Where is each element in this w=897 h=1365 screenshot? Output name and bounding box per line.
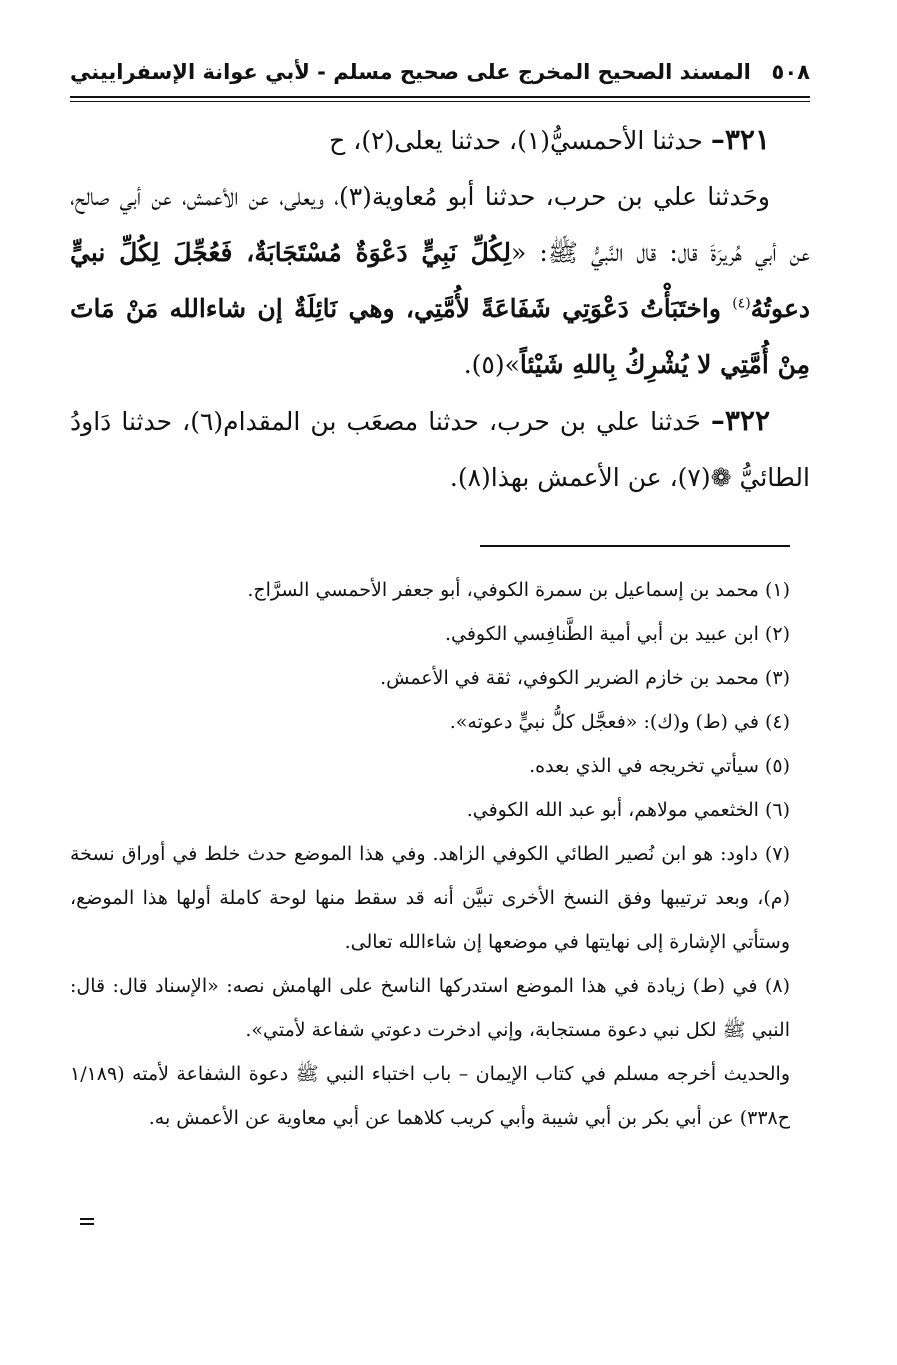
footnote-8-continued: والحديث أخرجه مسلم في كتاب الإيمان – باب اختباء النبي ﷺ دعوة الشفاعة لأمته (١/١٨٩ ح٣٣٨) عن أبي بكر بن أبي شيبة وأبي كريب كلاهما عن أبي معاوية عن الأعمش به. — [70, 1063, 790, 1129]
hadith-321-chain: وحَدثنا علي بن حرب، حدثنا أبو مُعاوية(٣)، ويعلى، عن الأعمش، عن أبي صالح، عن أبي هُريرَةَ قال: قال النَّبيُّ ﷺ: « — [70, 182, 810, 267]
footnote-2: (٢) ابن عبيد بن أبي أمية الطَّنافِسي الكوفي. — [444, 623, 790, 645]
header-rule-thick — [70, 96, 810, 98]
footnote-separator — [480, 545, 790, 547]
hadith-322-text — [70, 393, 810, 506]
footnote-ref-4: (٤) — [732, 295, 751, 312]
footnote-7: (٧) داود: هو ابن نُصير الطائي الكوفي الزاهد. وفي هذا الموضع حدث خلط في أوراق نسخة (م)، وبعد ترتيبها وفق النسخ الأخرى تبيَّن أنه قد سقط منها لوحة كاملة أولها هذا الموضع، وستأتي الإشارة إلى نهايتها في موضعها إن شاءالله تعالى. — [70, 843, 790, 953]
footnote-3: (٣) محمد بن خازم الضرير الكوفي، ثقة في الأعمش. — [380, 667, 790, 689]
running-title: المسند الصحيح المخرج على صحيح مسلم - لأبي عوانة الإسفراييني — [70, 60, 751, 84]
hadith-321-line1 — [70, 112, 810, 169]
hadith-321-matn-part1: لِكُلِّ نَبِيٍّ دَعْوَةٌ مُسْتَجَابَةٌ، فَعُجِّلَ لِكُلِّ نبيٍّ دعوتُهُ — [70, 238, 810, 323]
hadith-321-isnad: حدثنا الأحمسيُّ(١)، حدثنا يعلى(٢)، ح — [329, 126, 711, 155]
hadith-321-end: »(٥). — [463, 350, 520, 379]
footnote-8: (٨) في (ط) زيادة في هذا الموضع استدركها الناسخ على الهامش نصه: «الإسناد قال: قال: النبي ﷺ لكل نبي دعوة مستجابة، وإني ادخرت دعوتي شفاعة لأمتي». — [70, 975, 790, 1041]
hadith-321-number: ٣٢١– — [710, 123, 770, 156]
hadith-322-isnad: حَدثنا علي بن حرب، حدثنا مصعَب بن المقدام(٦)، حدثنا دَاودُ الطائيُّ ❁(٧)، عن الأعمش بهذا(٨). — [70, 407, 810, 492]
header-rule-thin — [70, 101, 810, 102]
page-header — [70, 52, 810, 92]
hadith-321-text — [70, 169, 810, 393]
footnotes — [70, 568, 790, 1140]
hadith-321-matn-part2: واختَبَأْتُ دَعْوَتِي شَفَاعَةً لأُمَّتِي، وهي نَائِلَةٌ إن شاءالله مَنْ مَاتَ مِنْ أُمَّتِي لا يُشْرِكُ بِاللهِ شَيْئاً — [70, 294, 810, 379]
continuation-mark — [80, 1218, 94, 1228]
hadith-322-number: ٣٢٢– — [710, 404, 770, 437]
main-text — [70, 112, 810, 506]
footnote-5: (٥) سيأتي تخريجه في الذي بعده. — [529, 755, 790, 777]
footnote-4: (٤) في (ط) و(ك): «فعجَّل كلُّ نبيٍّ دعوته». — [449, 711, 790, 733]
footnote-6: (٦) الخثعمي مولاهم، أبو عبد الله الكوفي. — [466, 799, 790, 821]
page-number: ٥٠٨ — [771, 60, 810, 84]
footnote-1: (١) محمد بن إسماعيل بن سمرة الكوفي، أبو جعفر الأحمسي السرَّاج. — [247, 579, 790, 601]
